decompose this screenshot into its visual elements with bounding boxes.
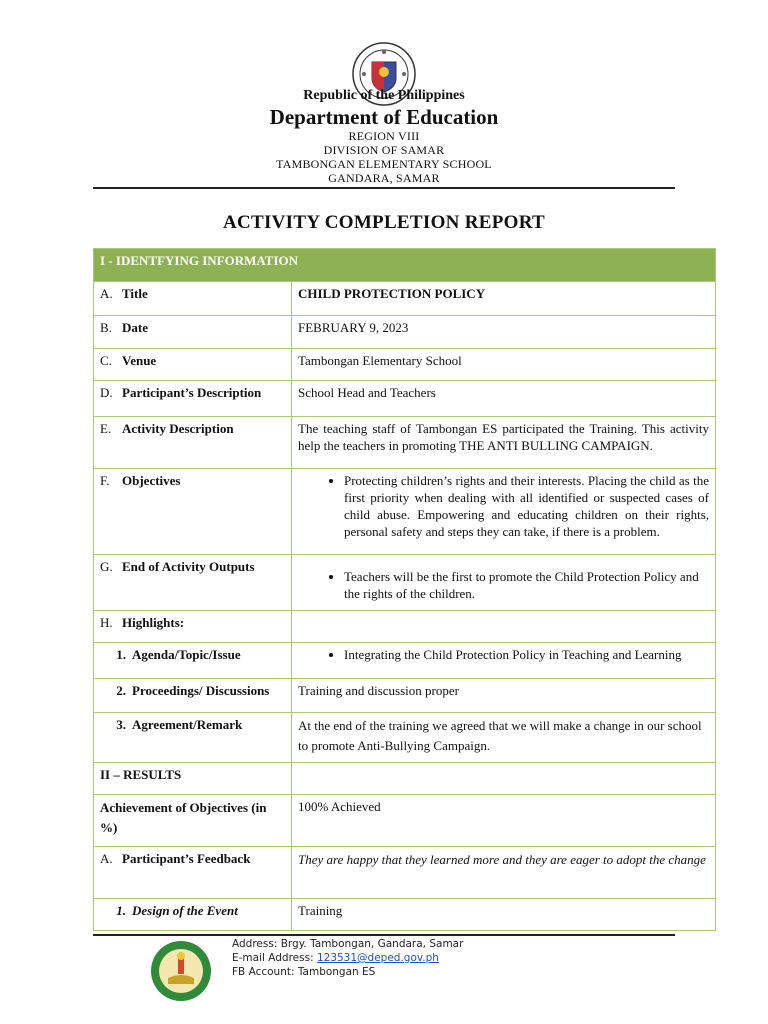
table-row-objectives: F. Objectives • Protecting children’s rights and their interests. Placing the child as the first priority when dealing with all identified or suspected cases of child abuse. Empowering and educating children on their rights, personal safety and steps they can take, if there is a problem. [94,469,716,555]
participants-value: School Head and Teachers [292,381,716,417]
table-row-highlights: H. Highlights: [94,611,716,643]
table-row-design: 1. Design of the Event Training [94,899,716,931]
proceedings-value: Training and discussion proper [292,679,716,713]
email-link[interactable]: 123531@deped.gov.ph [316,952,439,964]
table-row-date: B. Date FEBRUARY 9, 2023 [94,316,716,349]
header-divider [93,187,675,189]
table-row-feedback: A. Participant’s Feedback They are happy that they learned more and they are eager to adopt the change [94,847,716,899]
venue-value: Tambongan Elementary School [292,349,716,381]
table-row-venue: C. Venue Tambongan Elementary School [94,349,716,381]
table-row-agenda: 1. Agenda/Topic/Issue • Integrating the Child Protection Policy in Teaching and Learning [94,643,716,679]
division-line: DIVISION OF SAMAR [323,143,445,157]
outputs-bullet: • Teachers will be the first to promote the Child Protection Policy and the rights of the children. [344,568,709,602]
footer-email-line: E-mail Address: 123531@deped.gov.ph [232,952,439,964]
table-row-outputs: G. End of Activity Outputs • Teachers will be the first to promote the Child Protection Policy and the rights of the children. [94,555,716,611]
table-row-agreement: 3. Agreement/Remark At the end of the training we agreed that we will make a change in our school to promote Anti-Bullying Campaign. [94,713,716,763]
activity-value: The teaching staff of Tambongan ES participated the Training. This activity help the teachers in promoting THE ANTI BULLING CAMPAIGN. [292,417,716,469]
date-value: FEBRUARY 9, 2023 [292,316,716,349]
school-line: TAMBONGAN ELEMENTARY SCHOOL [276,157,492,171]
department-name: Department of Education [269,105,499,129]
results-heading: II – RESULTS [94,763,292,795]
table-row-proceedings: 2. Proceedings/ Discussions Training and discussion proper [94,679,716,713]
section-header-identifying: I - IDENTFYING INFORMATION [94,249,716,282]
report-title: ACTIVITY COMPLETION REPORT [222,212,546,233]
table-row-activity: E. Activity Description The teaching staff of Tambongan ES participated the Training. This activity help the teachers in promoting THE ANTI BULLING CAMPAIGN. [94,417,716,469]
report-table [93,248,716,931]
achievement-label: Achievement of Objectives (in %) [94,795,292,847]
achievement-value: 100% Achieved [292,795,716,847]
agenda-bullet: • Integrating the Child Protection Policy in Teaching and Learning [344,646,709,663]
footer-fb: FB Account: Tambongan ES [232,966,376,978]
table-row-title: A. Title CHILD PROTECTION POLICY [94,282,716,316]
region-line: REGION VIII [348,129,420,143]
design-value: Training [292,899,716,931]
feedback-value: They are happy that they learned more and they are eager to adopt the change [292,847,716,899]
footer-contact [232,937,463,979]
agreement-value: At the end of the training we agreed that we will make a change in our school to promote Anti-Bullying Campaign. [292,713,716,763]
table-row-results-heading [94,763,716,795]
title-value: CHILD PROTECTION POLICY [292,282,716,316]
footer-divider [93,934,675,936]
town-line: GANDARA, SAMAR [328,171,440,185]
republic-line: Republic of the Philippines [303,88,465,103]
table-row-achievement [94,795,716,847]
school-logo-icon [150,940,212,1002]
table-row-participants: D. Participant’s Description School Head and Teachers [94,381,716,417]
footer-address: Address: Brgy. Tambongan, Gandara, Samar [232,938,464,950]
objectives-bullet: • Protecting children’s rights and their interests. Placing the child as the first priority when dealing with all identified or suspected cases of child abuse. Empowering and educating children on their rights, personal safety and steps they can take, if there is a problem. [344,472,709,540]
